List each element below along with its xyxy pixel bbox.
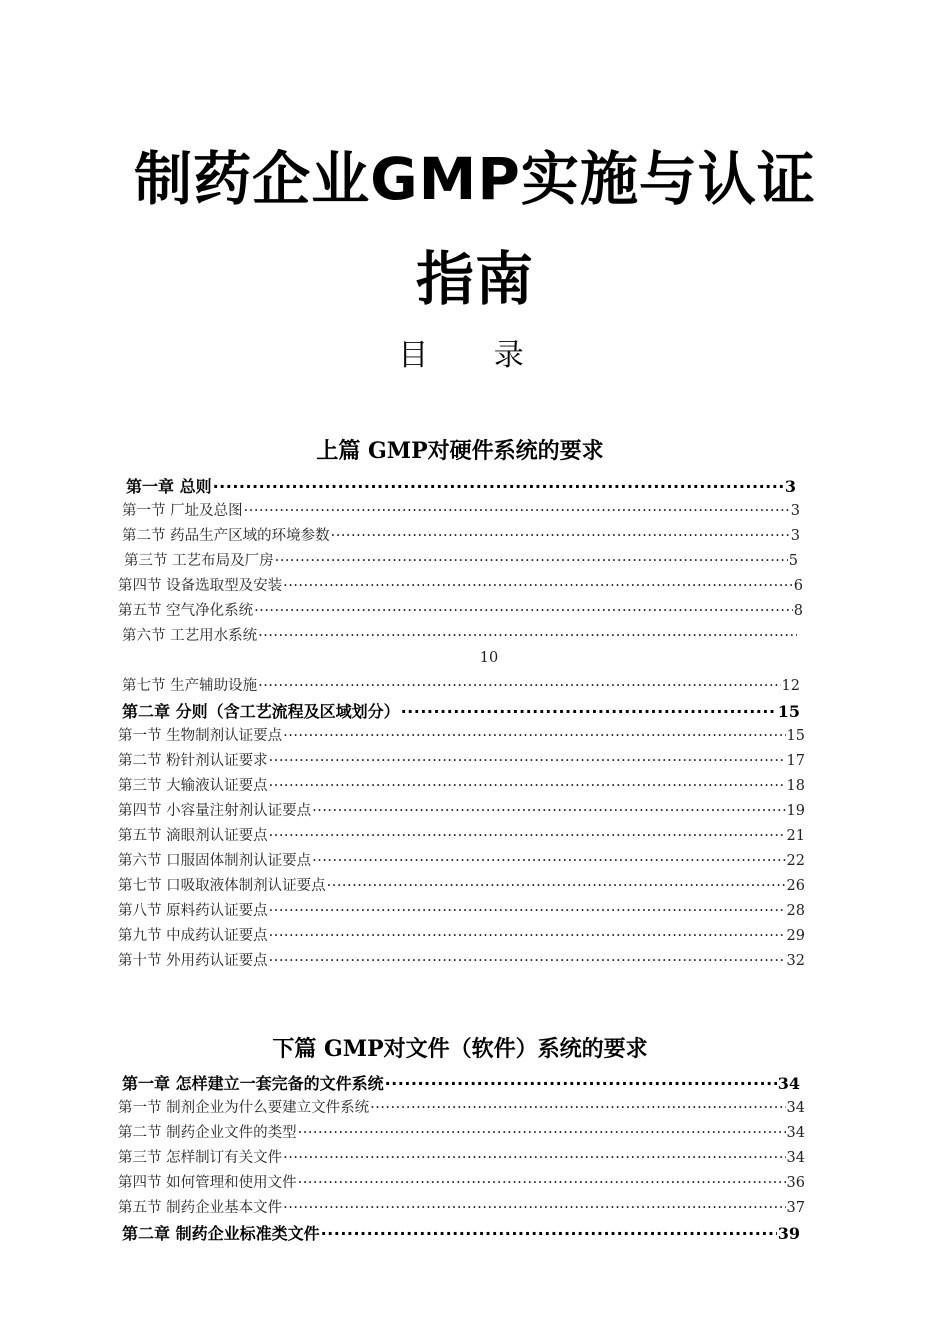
dot-leader xyxy=(385,1071,777,1096)
part1-toc-entry-label: 第一节 生物制剂认证要点 xyxy=(118,728,283,744)
dot-leader xyxy=(258,674,780,699)
part2-toc-entry xyxy=(122,1071,800,1096)
part2-toc-entry xyxy=(118,1196,805,1221)
dot-leader xyxy=(269,924,786,949)
dot-leader xyxy=(269,824,786,849)
part2-toc-entry-page: 34 xyxy=(786,1150,805,1166)
part1-toc-entry xyxy=(118,924,805,949)
dot-leader xyxy=(298,1171,786,1196)
part1-toc-entry xyxy=(122,524,800,549)
part1-toc-entry-label: 第七节 口吸取液体制剂认证要点 xyxy=(118,878,326,894)
part1-toc-entry-page: 32 xyxy=(786,953,805,969)
dot-leader xyxy=(298,1121,786,1146)
part1-toc-entry xyxy=(118,824,805,849)
part2-toc-entry-label: 第一章 怎样建立一套完备的文件系统 xyxy=(122,1074,384,1093)
part1-toc-entry xyxy=(118,574,803,599)
part2-toc-entry xyxy=(118,1121,805,1146)
dot-leader xyxy=(269,949,786,974)
dot-leader xyxy=(312,849,785,874)
dot-leader xyxy=(269,899,786,924)
part1-toc-entry xyxy=(124,549,798,574)
part1-toc-entry xyxy=(122,624,798,649)
part2-toc-entry xyxy=(118,1096,805,1121)
dot-leader xyxy=(331,524,790,549)
dot-leader xyxy=(283,1146,785,1171)
part2-toc-entry-label: 第一节 制剂企业为什么要建立文件系统 xyxy=(118,1100,370,1116)
part2-toc-entry-page: 34 xyxy=(777,1074,800,1093)
part2-toc-entry-page: 36 xyxy=(786,1175,805,1191)
part2-toc-entry-page: 34 xyxy=(786,1100,805,1116)
part1-toc-entry-label: 第二章 分则（含工艺流程及区域划分） xyxy=(122,702,400,721)
part1-toc-entry xyxy=(118,874,805,899)
part1-toc-entry-label: 第四节 小容量注射剂认证要点 xyxy=(118,803,312,819)
part1-toc-entry xyxy=(118,849,805,874)
part1-toc-entry-page: 22 xyxy=(786,853,805,869)
part1-toc-entry-page: 3 xyxy=(790,528,800,544)
part1-toc-entry xyxy=(122,499,800,524)
part1-toc-entry-page: 8 xyxy=(793,603,803,619)
dot-leader xyxy=(275,549,788,574)
part1-toc-entry xyxy=(118,949,805,974)
part1-toc-entry-label: 第六节 工艺用水系统 xyxy=(122,628,258,644)
dot-leader xyxy=(321,1221,777,1246)
part2-toc-entry xyxy=(118,1146,805,1171)
part1-toc-entry xyxy=(118,749,805,774)
part1-toc-entry-page: 26 xyxy=(786,878,805,894)
part1-toc-entry-label: 第十节 外用药认证要点 xyxy=(118,953,268,969)
part1-toc-entry xyxy=(118,799,805,824)
part1-toc-entry-label: 第一章 总则 xyxy=(126,477,212,496)
part2-toc-entry xyxy=(118,1171,805,1196)
dot-leader xyxy=(283,574,793,599)
part2-toc-entry xyxy=(122,1221,800,1246)
part2-toc-entry-label: 第三节 怎样制订有关文件 xyxy=(118,1150,283,1166)
part1-toc-entry-page: 29 xyxy=(786,928,805,944)
dot-leader xyxy=(370,1096,785,1121)
part2-toc-entry-page: 34 xyxy=(786,1125,805,1141)
part1-toc-entry xyxy=(122,699,800,724)
dot-leader xyxy=(401,699,777,724)
dot-leader xyxy=(213,474,784,499)
part2-toc-entry-page: 37 xyxy=(786,1200,805,1216)
dot-leader xyxy=(269,749,786,774)
dot-leader xyxy=(283,1196,785,1221)
part1-toc-entry-label: 第五节 空气净化系统 xyxy=(118,603,254,619)
part2-toc-entry-page: 39 xyxy=(777,1224,800,1243)
part1-toc-entry-page: 15 xyxy=(786,728,805,744)
part1-toc-entry-page: 6 xyxy=(793,578,803,594)
toc-heading: 目 录 xyxy=(398,338,552,373)
part1-toc-entry xyxy=(118,599,803,624)
part1-toc-entry-page: 19 xyxy=(786,803,805,819)
part1-toc-entry-label: 第八节 原料药认证要点 xyxy=(118,903,268,919)
part1-toc-entry-label: 第九节 中成药认证要点 xyxy=(118,928,268,944)
part1-toc-entry-page: 3 xyxy=(790,503,800,519)
part1-toc-entry-label: 第六节 口服固体制剂认证要点 xyxy=(118,853,312,869)
part1-toc-entry xyxy=(126,474,796,499)
part2-toc-entry-label: 第五节 制药企业基本文件 xyxy=(118,1200,283,1216)
part1-toc-entry xyxy=(118,774,805,799)
part1-toc-entry-page: 5 xyxy=(788,553,798,569)
dot-leader xyxy=(312,799,785,824)
part1-toc-entry-label: 第三节 工艺布局及厂房 xyxy=(124,553,274,569)
dot-leader xyxy=(244,499,790,524)
part2-toc-entry-label: 第四节 如何管理和使用文件 xyxy=(118,1175,297,1191)
part1-toc-entry-label: 第二节 药品生产区域的环境参数 xyxy=(122,528,330,544)
dot-leader xyxy=(327,874,786,899)
part2-toc-entry-label: 第二节 制药企业文件的类型 xyxy=(118,1125,297,1141)
part1-toc-entry-page: 12 xyxy=(781,678,800,694)
part1-toc-entry-page: 21 xyxy=(786,828,805,844)
part1-toc-entry-label: 第五节 滴眼剂认证要点 xyxy=(118,828,268,844)
part1-toc-entry xyxy=(122,674,800,699)
dot-leader xyxy=(254,599,793,624)
part1-toc-entry xyxy=(118,899,805,924)
part1-toc-entry-label: 第一节 厂址及总图 xyxy=(122,503,243,519)
part1-toc-entry-label: 第三节 大输液认证要点 xyxy=(118,778,268,794)
part1-toc-entry-label: 第四节 设备选取型及安装 xyxy=(118,578,283,594)
dot-leader xyxy=(269,774,786,799)
toc-wrapped-page-number: 10 xyxy=(479,650,499,666)
part1-title: 上篇 GMP对硬件系统的要求 xyxy=(316,438,604,464)
part2-title: 下篇 GMP对文件（软件）系统的要求 xyxy=(272,1036,648,1062)
document-title-line1: 制药企业GMP实施与认证 xyxy=(134,145,816,213)
part1-toc-entry-page: 3 xyxy=(784,477,796,496)
part1-toc-entry-page: 17 xyxy=(786,753,805,769)
part1-toc-entry-page: 15 xyxy=(777,702,800,721)
part1-toc-entry-label: 第二节 粉针剂认证要求 xyxy=(118,753,268,769)
part2-toc-entry-label: 第二章 制药企业标准类文件 xyxy=(122,1224,320,1243)
part1-toc-entry xyxy=(118,724,805,749)
dot-leader xyxy=(283,724,785,749)
part1-toc-entry-page: 28 xyxy=(786,903,805,919)
part1-toc-entry-page: 18 xyxy=(786,778,805,794)
dot-leader xyxy=(258,624,797,649)
part1-toc-entry-label: 第七节 生产辅助设施 xyxy=(122,678,258,694)
document-title-line2: 指南 xyxy=(415,245,534,313)
